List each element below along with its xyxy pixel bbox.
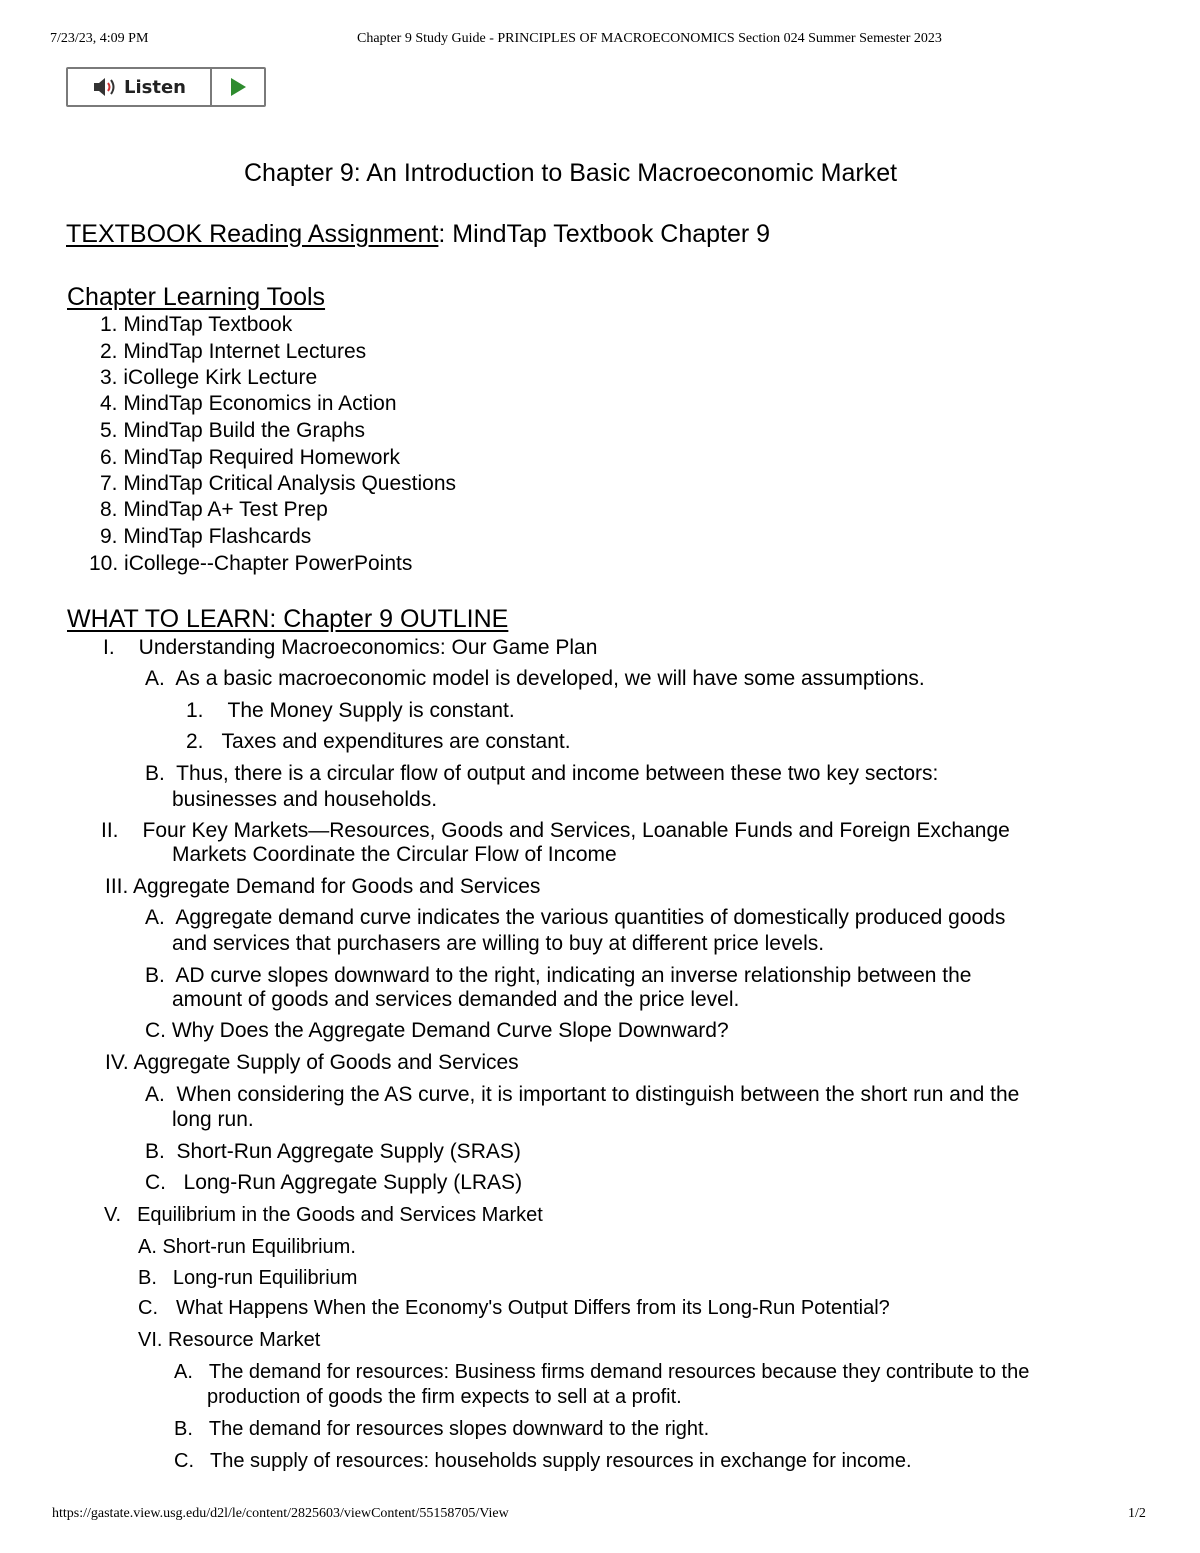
outline-item-v-c: C. What Happens When the Economy's Output Differs from its Long-Run Potential? [138, 1297, 890, 1319]
outline-item-v-a: A. Short-run Equilibrium. [138, 1236, 356, 1258]
outline-item-i-a-2: 2. Taxes and expenditures are constant. [186, 730, 571, 753]
list-item: 3. iCollege Kirk Lecture [100, 366, 318, 389]
outline-heading: WHAT TO LEARN: Chapter 9 OUTLINE [67, 605, 509, 633]
print-datetime: 7/23/23, 4:09 PM [50, 31, 149, 46]
outline-item-i: I. Understanding Macroeconomics: Our Game Plan [103, 636, 598, 659]
textbook-label: TEXTBOOK Reading Assignment [66, 220, 439, 248]
outline-item-vi-b: B. The demand for resources slopes downward to the right. [174, 1418, 710, 1440]
list-item: 1. MindTap Textbook [100, 313, 293, 336]
outline-item-iii-a: A. Aggregate demand curve indicates the various quantities of domestically produced goods [145, 906, 1006, 929]
list-item: 6. MindTap Required Homework [100, 446, 400, 469]
play-button[interactable] [212, 69, 264, 105]
outline-item-v: V. Equilibrium in the Goods and Services Market [104, 1204, 543, 1226]
textbook-assignment [66, 220, 770, 249]
outline-item-iv-c: C. Long-Run Aggregate Supply (LRAS) [145, 1171, 523, 1194]
outline-item-iv-a-cont: long run. [172, 1108, 254, 1131]
outline-item-iii-b: B. AD curve slopes downward to the right, indicating an inverse relationship between the [145, 964, 972, 987]
outline-item-i-b-cont: businesses and households. [172, 788, 438, 811]
list-item: 10. iCollege--Chapter PowerPoints [89, 552, 413, 575]
tools-heading: Chapter Learning Tools [67, 283, 326, 311]
listen-label: Listen [124, 76, 186, 98]
print-url: https://gastate.view.usg.edu/d2l/le/content/2825603/viewContent/55158705/View [52, 1506, 509, 1521]
outline-item-i-a: A. As a basic macroeconomic model is developed, we will have some assumptions. [145, 667, 925, 690]
list-item: 7. MindTap Critical Analysis Questions [100, 472, 456, 495]
list-item: 5. MindTap Build the Graphs [100, 419, 365, 442]
outline-item-ii: II. Four Key Markets—Resources, Goods and Services, Loanable Funds and Foreign Exchange [101, 819, 1010, 842]
listen-button[interactable] [68, 69, 212, 105]
page-title: Chapter 9: An Introduction to Basic Macroeconomic Market [244, 159, 898, 187]
listen-widget [66, 67, 266, 107]
outline-item-iii-b-cont: amount of goods and services demanded and the price level. [172, 988, 740, 1011]
outline-item-ii-cont: Markets Coordinate the Circular Flow of Income [172, 843, 617, 866]
list-item: 4. MindTap Economics in Action [100, 392, 397, 415]
list-item: 9. MindTap Flashcards [100, 525, 312, 548]
outline-item-iv: IV. Aggregate Supply of Goods and Services [105, 1051, 519, 1074]
speaker-icon [92, 76, 118, 98]
outline-item-vi-a: A. The demand for resources: Business firms demand resources because they contribute to the [174, 1361, 1030, 1383]
outline-item-vi-c: C. The supply of resources: households supply resources in exchange for income. [174, 1450, 912, 1472]
list-item: 8. MindTap A+ Test Prep [100, 498, 328, 521]
outline-item-vi-a-cont: production of goods the firm expects to sell at a profit. [207, 1386, 682, 1408]
outline-item-iii-c: C. Why Does the Aggregate Demand Curve Slope Downward? [145, 1019, 729, 1042]
textbook-value: : MindTap Textbook Chapter 9 [438, 220, 771, 248]
print-page-number: 1/2 [1128, 1506, 1146, 1521]
outline-item-iv-b: B. Short-Run Aggregate Supply (SRAS) [145, 1140, 521, 1163]
play-icon [231, 78, 246, 96]
list-item: 2. MindTap Internet Lectures [100, 340, 367, 363]
outline-item-i-b: B. Thus, there is a circular flow of output and income between these two key sectors: [145, 762, 939, 785]
outline-item-v-b: B. Long-run Equilibrium [138, 1267, 358, 1289]
outline-item-iv-a: A. When considering the AS curve, it is important to distinguish between the short run and the [145, 1083, 1020, 1106]
print-page-title: Chapter 9 Study Guide - PRINCIPLES OF MACROECONOMICS Section 024 Summer Semester 2023 [357, 31, 942, 46]
outline-item-vi: VI. Resource Market [138, 1329, 321, 1351]
outline-item-i-a-1: 1. The Money Supply is constant. [186, 699, 515, 722]
outline-item-iii-a-cont: and services that purchasers are willing to buy at different price levels. [172, 932, 825, 955]
outline-item-iii: III. Aggregate Demand for Goods and Services [105, 875, 541, 898]
